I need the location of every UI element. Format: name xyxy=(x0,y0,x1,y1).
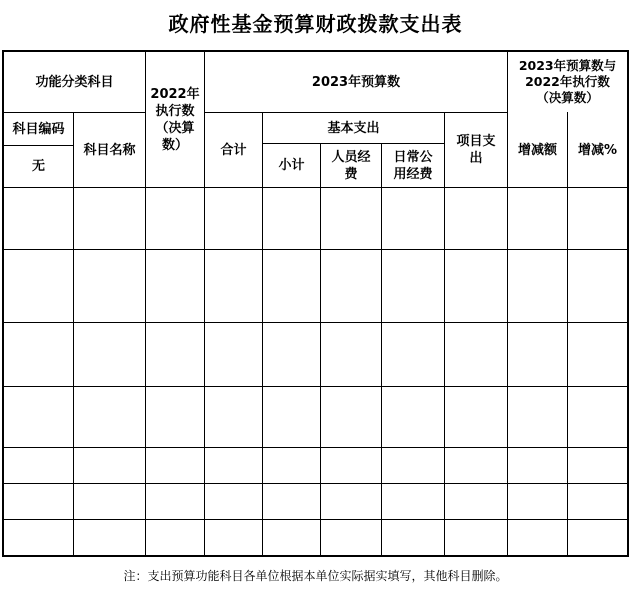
grid-line xyxy=(2,249,629,250)
header-public-cost: 日常公 用经费 xyxy=(393,149,433,182)
page-title: 政府性基金预算财政拨款支出表 xyxy=(168,12,463,36)
header-subject-name: 科目名称 xyxy=(83,142,136,158)
header-basic-expenditure: 基本支出 xyxy=(327,120,380,136)
header-total: 合计 xyxy=(220,142,247,158)
header-subject-code-value: 无 xyxy=(31,159,45,174)
header-subject-code: 科目编码 xyxy=(12,121,65,137)
header-personnel-cost: 人员经 费 xyxy=(331,149,371,182)
header-change-amount: 增减额 xyxy=(517,142,557,158)
grid-line xyxy=(381,143,382,556)
header-comparison: 2023年预算数与 2022年执行数 （决算数） xyxy=(518,58,617,105)
header-subtotal: 小计 xyxy=(278,158,305,173)
header-execution-2022: 2022年 执行数 （决算 数） xyxy=(150,86,200,153)
table-border-right xyxy=(627,50,629,557)
header-function-class: 功能分类科目 xyxy=(35,74,114,90)
header-budget-2023: 2023年预算数 xyxy=(311,74,401,90)
footnote: 注：支出预算功能科目各单位根据本单位实际据实填写，其他科目删除。 xyxy=(123,569,508,583)
grid-line xyxy=(2,386,629,387)
header-project-expenditure: 项目支 出 xyxy=(456,134,496,166)
grid-line xyxy=(2,483,629,484)
grid-line xyxy=(2,322,629,323)
grid-line xyxy=(2,519,629,520)
table-border-bottom xyxy=(2,555,629,557)
grid-line xyxy=(2,187,629,188)
grid-line xyxy=(320,143,321,556)
grid-line xyxy=(2,447,629,448)
header-change-percent: 增减% xyxy=(577,142,618,158)
